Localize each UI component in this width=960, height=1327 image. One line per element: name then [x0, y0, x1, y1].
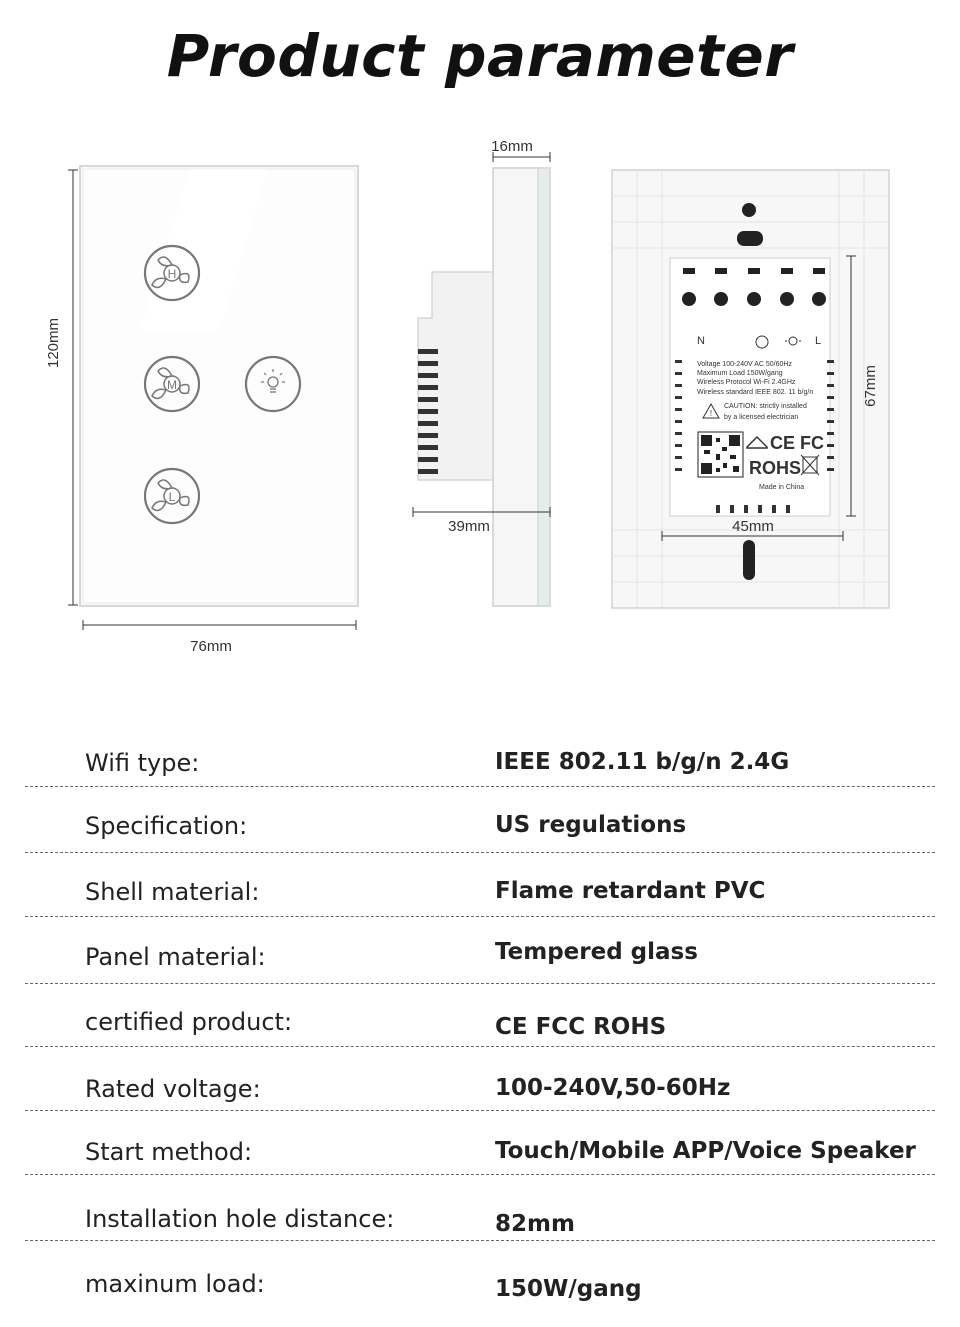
side-view: [413, 138, 550, 606]
fan-low-label: L: [168, 490, 176, 504]
spec-label: Wifi type:: [85, 749, 200, 777]
spec-value: Flame retardant PVC: [495, 878, 766, 904]
label-line-load: Maximum Load 150W/gang: [697, 370, 783, 377]
depth-total-label: 39mm: [448, 518, 490, 535]
spec-value: 100-240V,50-60Hz: [495, 1075, 731, 1101]
divider: [25, 916, 935, 917]
divider: [25, 983, 935, 984]
label-line-protocol: Wireless Protocol Wi-Fi 2.4GHz: [697, 379, 796, 386]
divider: [25, 852, 935, 853]
page-title: Product parameter: [166, 22, 794, 90]
spec-label: Start method:: [85, 1138, 253, 1166]
spec-label: certified product:: [85, 1008, 293, 1036]
front-view: [45, 166, 358, 655]
spec-label: maxinum load:: [85, 1270, 265, 1298]
height-dimension-label: 120mm: [45, 317, 62, 369]
spec-value: Tempered glass: [495, 939, 698, 965]
rohs-mark: ROHS: [749, 458, 802, 478]
caution-line1: CAUTION: strictly installed: [724, 403, 807, 410]
divider: [25, 1046, 935, 1047]
spec-value: IEEE 802.11 b/g/n 2.4G: [495, 749, 790, 775]
spec-value: 82mm: [495, 1211, 575, 1237]
divider: [25, 786, 935, 787]
spec-label: Installation hole distance:: [85, 1205, 395, 1233]
spec-row-voltage: [0, 1059, 960, 1123]
spec-label: Panel material:: [85, 943, 266, 971]
divider: [25, 1240, 935, 1241]
fan-medium-label: M: [167, 378, 177, 392]
back-view: [612, 170, 889, 608]
neutral-terminal-label: N: [697, 335, 705, 347]
caution-line2: by a licensed electrician: [724, 414, 799, 421]
spec-row-wifi: [0, 733, 960, 797]
divider: [25, 1110, 935, 1111]
label-line-standard: Wireless standard IEEE 802. 11 b/g/n: [697, 389, 814, 396]
spec-row-hole-distance: [0, 1189, 960, 1253]
spec-label: Shell material:: [85, 878, 260, 906]
qr-code-icon: [698, 432, 743, 477]
spec-value: US regulations: [495, 812, 687, 838]
fan-high-label: H: [167, 267, 177, 281]
label-line-voltage: Voltage 100-240V AC 50/60Hz: [697, 361, 792, 368]
back-height-label: 67mm: [862, 365, 879, 407]
spec-value: 150W/gang: [495, 1276, 642, 1302]
spec-value: CE FCC ROHS: [495, 1014, 667, 1040]
back-width-label: 45mm: [732, 518, 774, 535]
spec-label: Specification:: [85, 812, 248, 840]
spec-row-start-method: [0, 1122, 960, 1186]
width-dimension-label: 76mm: [190, 638, 232, 655]
spec-label: Rated voltage:: [85, 1075, 261, 1103]
divider: [25, 1174, 935, 1175]
spec-value: Touch/Mobile APP/Voice Speaker: [495, 1138, 916, 1164]
depth-top-label: 16mm: [491, 138, 533, 155]
live-terminal-label: L: [815, 335, 822, 347]
product-diagram: [0, 110, 960, 690]
spec-row-specification: [0, 796, 960, 860]
made-in-label: Made in China: [759, 484, 805, 491]
svg-text:!: !: [709, 409, 713, 418]
spec-row-panel-material: [0, 927, 960, 991]
spec-row-max-load: [0, 1254, 960, 1318]
ce-fc-mark: CE FC: [770, 433, 824, 453]
